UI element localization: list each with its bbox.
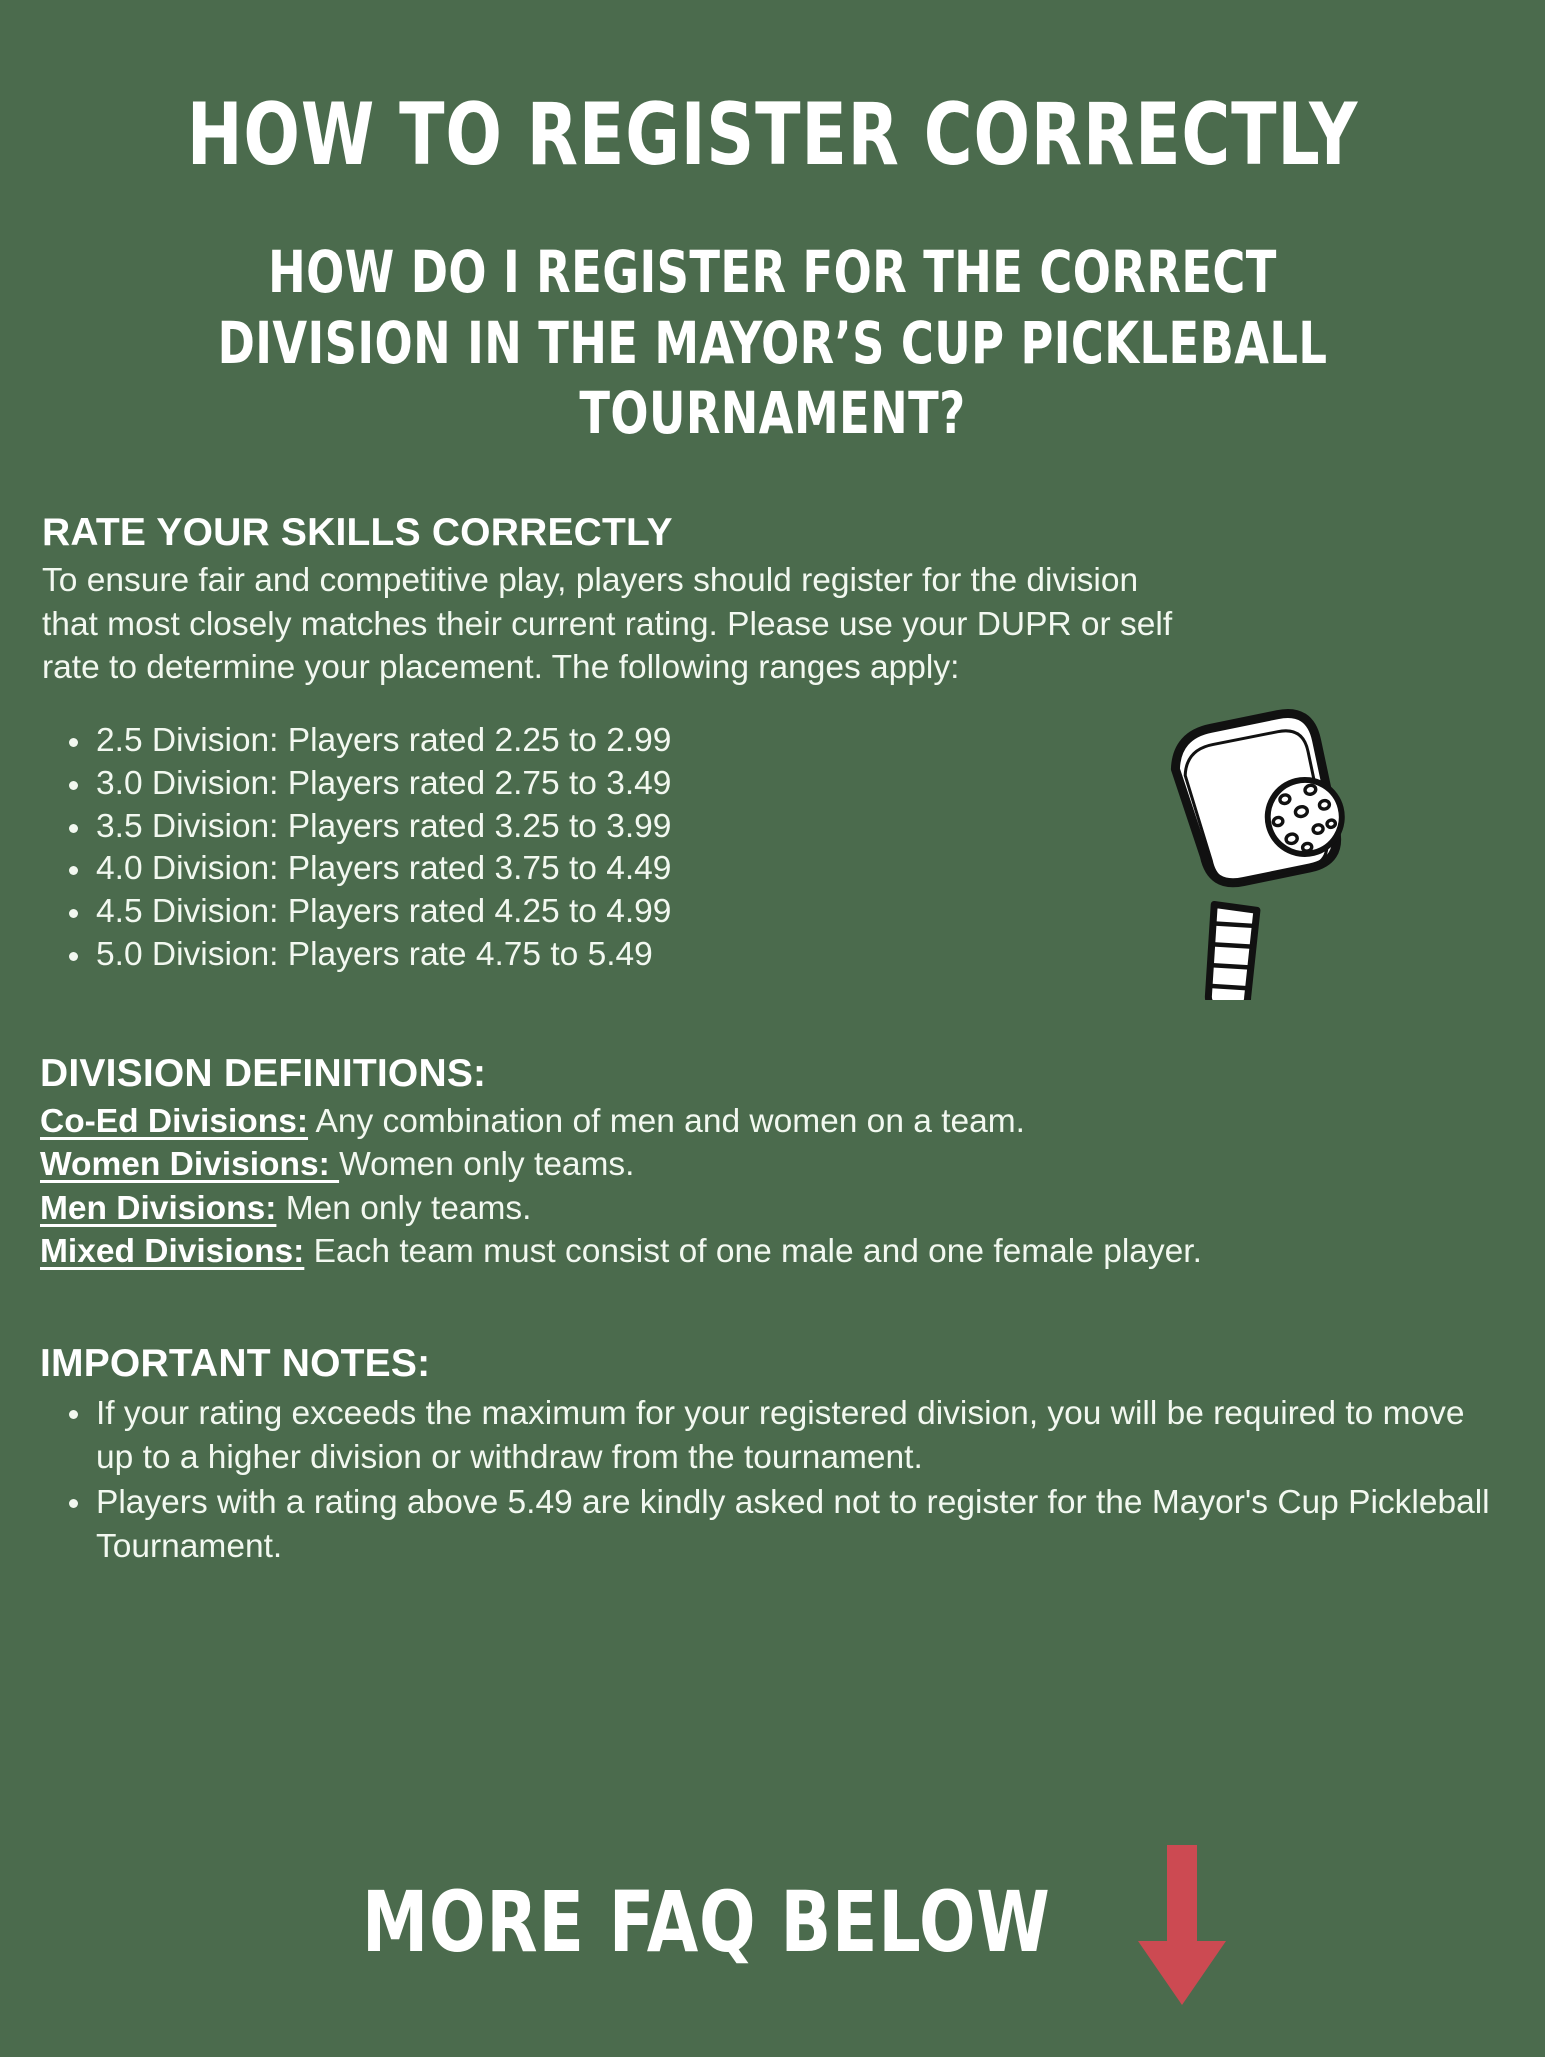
rate-your-skills-heading: RATE YOUR SKILLS CORRECTLY: [42, 511, 673, 555]
list-item: 3.0 Division: Players rated 2.75 to 3.49: [40, 763, 1505, 806]
definition-label: Co-Ed Divisions:: [40, 1102, 309, 1140]
list-item: If your rating exceeds the maximum for your registered division, you will be required to move up to a higher division or withdraw from the tournament.: [40, 1392, 1505, 1479]
list-item: 5.0 Division: Players rate 4.75 to 5.49: [40, 934, 1505, 977]
definition-text: Women only teams.: [339, 1146, 635, 1184]
list-item: 4.0 Division: Players rated 3.75 to 4.49: [40, 848, 1505, 891]
division-definitions-list: [40, 1100, 1505, 1274]
page-title: HOW TO REGISTER CORRECTLY: [186, 84, 1359, 185]
more-faq-footer: [0, 1839, 1545, 2005]
important-notes-list: [40, 1392, 1505, 1568]
definition-row: [40, 1143, 1505, 1187]
arrow-down-icon: [1134, 1845, 1230, 2005]
definition-row: [40, 1230, 1505, 1274]
definition-text: Men only teams.: [276, 1189, 532, 1227]
definition-label: Men Divisions:: [40, 1189, 277, 1227]
list-item: 3.5 Division: Players rated 3.25 to 3.99: [40, 806, 1505, 849]
definition-text: Each team must consist of one male and one female player.: [304, 1233, 1202, 1271]
rate-your-skills-section: [40, 511, 1182, 690]
more-faq-label: MORE FAQ BELOW: [362, 1872, 1051, 1971]
page-subtitle: HOW DO I REGISTER FOR THE CORRECT DIVISION IN THE MAYOR’S CUP PICKLEBALL TOURNAMENT?: [217, 237, 1328, 448]
list-item: 2.5 Division: Players rated 2.25 to 2.99: [40, 720, 1505, 763]
list-item: 4.5 Division: Players rated 4.25 to 4.99: [40, 891, 1505, 934]
division-ranges-row: [40, 720, 1505, 990]
list-item: Players with a rating above 5.49 are kindly asked not to register for the Mayor's Cup Pickleball Tournament.: [40, 1481, 1505, 1568]
important-notes-heading: IMPORTANT NOTES:: [40, 1342, 431, 1386]
definition-text: Any combination of men and women on a team.: [308, 1102, 1025, 1140]
division-definitions-heading: DIVISION DEFINITIONS:: [40, 1051, 487, 1095]
pickleball-paddle-icon: [1125, 700, 1355, 1000]
definition-row: [40, 1100, 1505, 1144]
definition-label: Women Divisions:: [40, 1146, 340, 1184]
division-definitions-section: [40, 1052, 1505, 1274]
definition-row: [40, 1187, 1505, 1231]
rate-your-skills-paragraph: To ensure fair and competitive play, players should register for the division that most closely matches their current rating. Please use your DUPR or self rate to determine your placement. The following ranges apply:: [42, 562, 1173, 687]
definition-label: Mixed Divisions:: [40, 1233, 305, 1271]
important-notes-section: [40, 1342, 1505, 1568]
flyer-page: [0, 58, 1545, 2057]
